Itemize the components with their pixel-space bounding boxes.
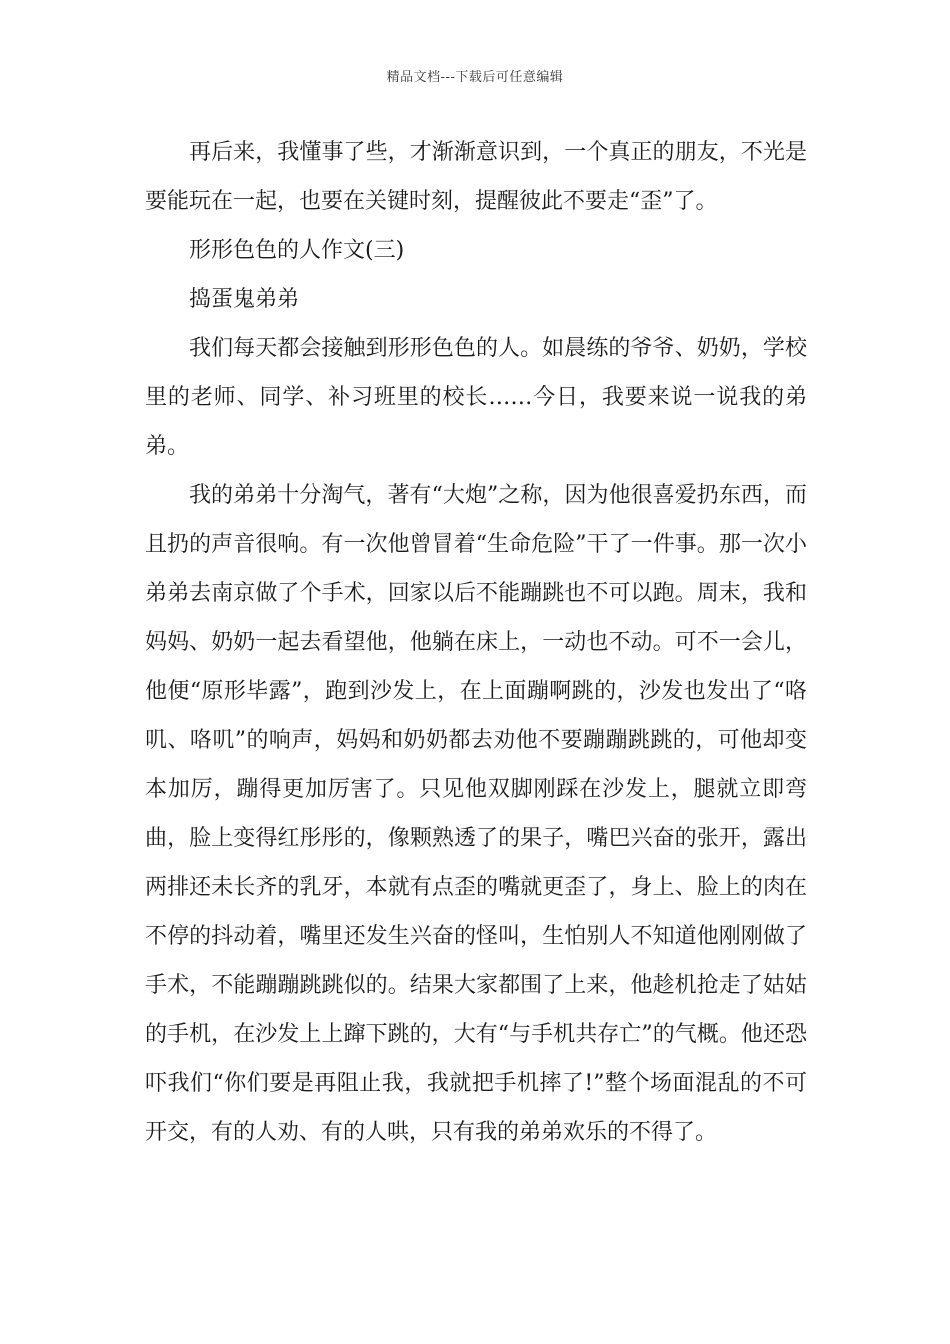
paragraph: 我们每天都会接触到形形色色的人。如晨练的爷爷、奶奶，学校里的老师、同学、补习班里的校长……今日，我要来说一说我的弟弟。 (145, 336, 807, 459)
paragraph: 再后来，我懂事了些，才渐渐意识到，一个真正的朋友，不光是要能玩在一起，也要在关键时刻，提醒彼此不要走“歪”了。 (145, 140, 807, 214)
document-body (145, 128, 807, 1157)
essay-title: 捣蛋鬼弟弟 (189, 287, 300, 312)
section-title: 形形色色的人作文(三) (189, 238, 405, 263)
page-header: 精品文档---下载后可任意编辑 (386, 70, 564, 85)
paragraph: 我的弟弟十分淘气，著有“大炮”之称，因为他很喜爱扔东西，而且扔的声音很响。有一次他曾冒着“生命危险”干了一件事。那一次小弟弟去南京做了个手术，回家以后不能蹦跳也不可以跑。周末，我和妈妈、奶奶一起去看望他，他躺在床上，一动也不动。可不一会儿，他便“原形毕露”，跑到沙发上，在上面蹦啊跳的，沙发也发出了“咯叽、咯叽”的响声，妈妈和奶奶都去劝他不要蹦蹦跳跳的，可他却变本加厉，蹦得更加厉害了。只见他双脚刚踩在沙发上，腿就立即弯曲，脸上变得红彤彤的，像颗熟透了的果子，嘴巴兴奋的张开，露出两排还未长齐的乳牙，本就有点歪的嘴就更歪了，身上、脸上的肉在不停的抖动着，嘴里还发生兴奋的怪叫，生怕别人不知道他刚刚做了手术，不能蹦蹦跳跳似的。结果大家都围了上来，他趁机抢走了姑姑的手机，在沙发上上蹿下跳的，大有“与手机共存亡”的气概。他还恐吓我们“你们要是再阻止我，我就把手机摔了!”整个场面混乱的不可开交，有的人劝、有的人哄，只有我的弟弟欢乐的不得了。 (145, 483, 807, 1145)
